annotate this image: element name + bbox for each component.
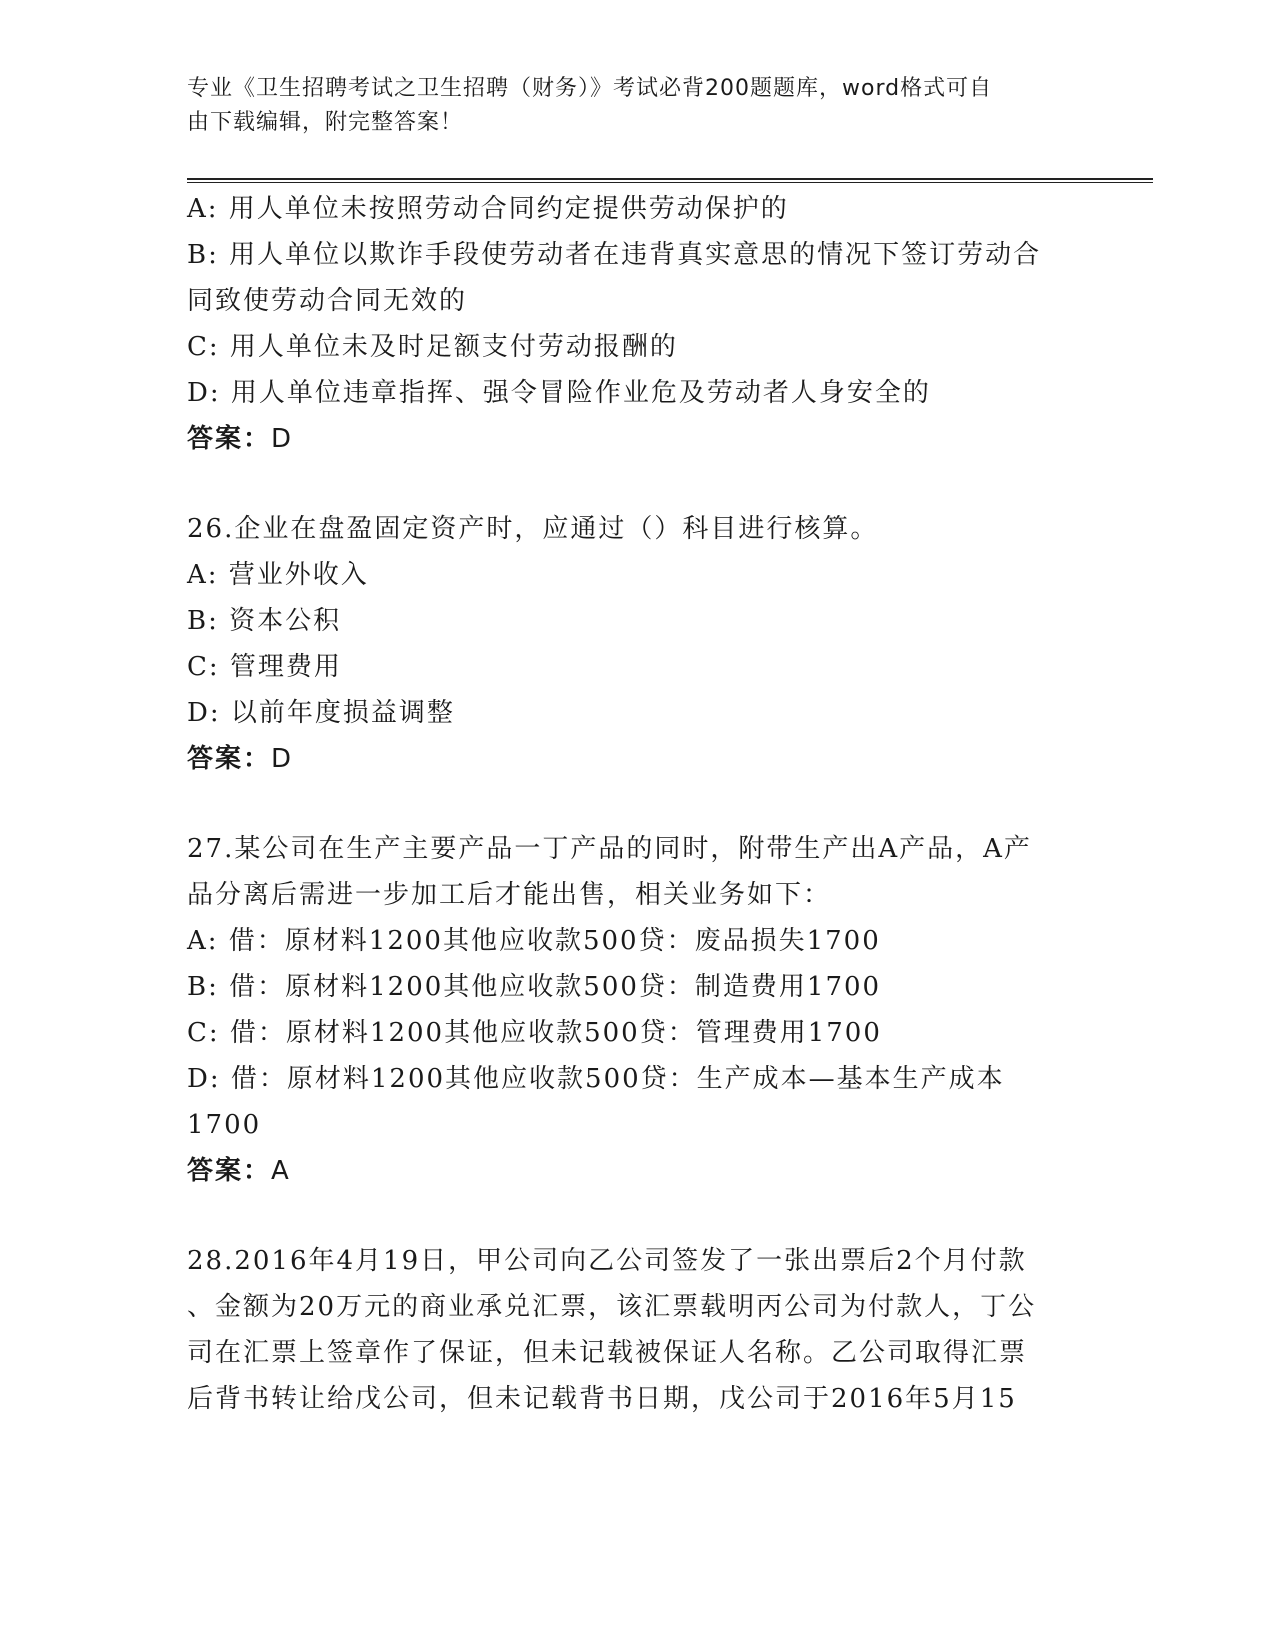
header-line-1: 专业《卫生招聘考试之卫生招聘（财务）》考试必背200题题库，word格式可自 (187, 76, 993, 101)
answer-label: 答案： (187, 424, 272, 454)
option-b: B: 借：原材料1200其他应收款500贷：制造费用1700 (187, 972, 882, 1002)
question-stem-line-2: 、金额为20万元的商业承兑汇票，该汇票载明丙公司为付款人，丁公 (187, 1292, 1037, 1322)
header-rule-thick (187, 178, 1153, 180)
answer-label: 答案： (187, 744, 272, 774)
question-stem-line-3: 司在汇票上签章作了保证，但未记载被保证人名称。乙公司取得汇票 (187, 1338, 1028, 1368)
document-header (187, 72, 1067, 140)
question-28 (187, 1238, 1067, 1422)
question-stem-line-2: 品分离后需进一步加工后才能出售，相关业务如下： (187, 880, 832, 910)
answer-value: A (271, 1156, 291, 1186)
answer-line (187, 416, 1067, 462)
question-25 (187, 186, 1067, 462)
answer-value: D (271, 424, 294, 454)
option-c: C: 管理费用 (187, 652, 342, 682)
answer-line (187, 736, 1067, 782)
option-a: A: 用人单位未按照劳动合同约定提供劳动保护的 (187, 194, 789, 224)
option-a: A: 营业外收入 (187, 560, 369, 590)
option-c: C: 用人单位未及时足额支付劳动报酬的 (187, 332, 678, 362)
question-stem: 26.企业在盘盈固定资产时，应通过（）科目进行核算。 (187, 514, 879, 544)
header-rule-thin (187, 182, 1153, 183)
answer-label: 答案： (187, 1156, 272, 1186)
question-26 (187, 506, 1067, 782)
option-b: B: 资本公积 (187, 606, 342, 636)
answer-line (187, 1148, 1067, 1194)
option-c: C: 借：原材料1200其他应收款500贷：管理费用1700 (187, 1018, 882, 1048)
option-d: D: 用人单位违章指挥、强令冒险作业危及劳动者人身安全的 (187, 378, 931, 408)
answer-value: D (271, 744, 294, 774)
option-d-line-2: 1700 (187, 1110, 262, 1140)
document-body (187, 186, 1067, 1422)
option-a: A: 借：原材料1200其他应收款500贷：废品损失1700 (187, 926, 881, 956)
option-b-line-2: 同致使劳动合同无效的 (187, 286, 468, 316)
option-d-line-1: D: 借：原材料1200其他应收款500贷：生产成本—基本生产成本 (187, 1064, 1005, 1094)
option-d: D: 以前年度损益调整 (187, 698, 455, 728)
header-line-2: 由下载编辑，附完整答案！ (187, 110, 464, 135)
question-stem-line-1: 27.某公司在生产主要产品一丁产品的同时，附带生产出A产品，A产 (187, 834, 1032, 864)
question-stem-line-4: 后背书转让给戊公司，但未记载背书日期，戊公司于2016年5月15 (187, 1384, 1017, 1414)
question-stem-line-1: 28.2016年4月19日，甲公司向乙公司签发了一张出票后2个月付款 (187, 1246, 1027, 1276)
option-b-line-1: B: 用人单位以欺诈手段使劳动者在违背真实意思的情况下签订劳动合 (187, 240, 1042, 270)
question-27 (187, 826, 1067, 1194)
